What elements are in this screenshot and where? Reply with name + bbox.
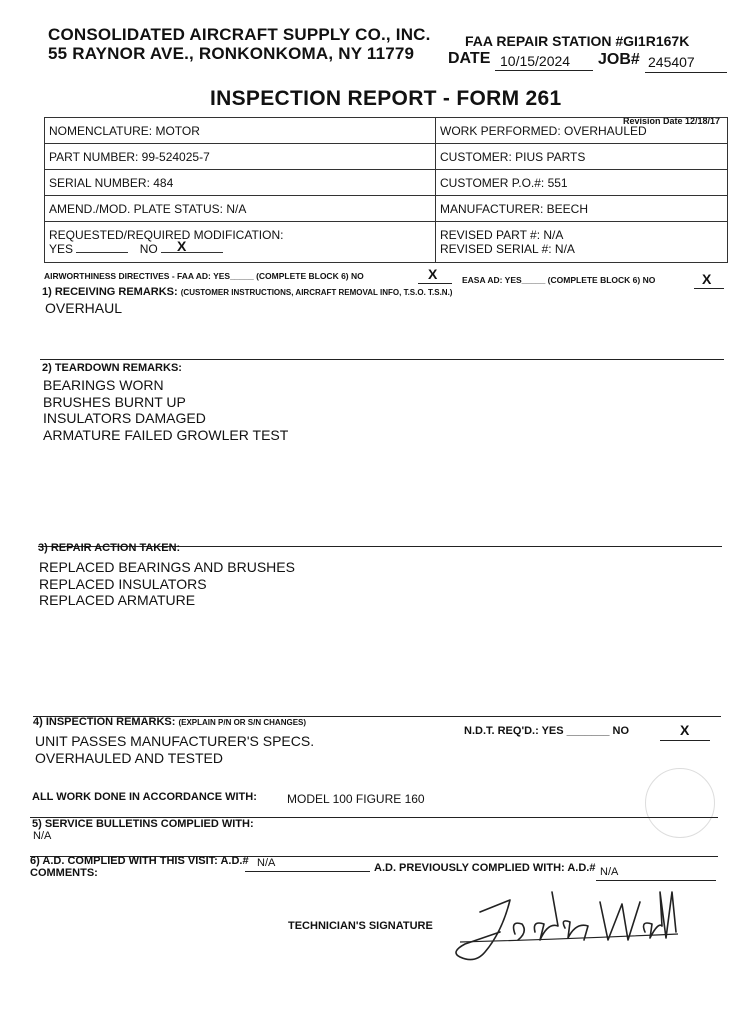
service-bulletins-title: 5) SERVICE BULLETINS COMPLIED WITH:: [32, 818, 254, 830]
repair-line: REPLACED BEARINGS AND BRUSHES: [39, 559, 295, 575]
inspection-line: UNIT PASSES MANUFACTURER'S SPECS.: [35, 733, 315, 749]
accordance-value: MODEL 100 FIGURE 160: [287, 792, 425, 806]
revised-part-field: REVISED PART #: N/A: [440, 228, 564, 242]
ad-previous-value: N/A: [600, 866, 619, 878]
customer-po-field: CUSTOMER P.O.#: 551: [436, 170, 728, 196]
job-value: 245407: [648, 54, 695, 70]
comments-label: COMMENTS:: [30, 867, 98, 879]
date-label: DATE: [448, 50, 491, 67]
inspection-subtitle: (EXPLAIN P/N OR S/N CHANGES): [178, 718, 307, 727]
teardown-line: INSULATORS DAMAGED: [43, 410, 206, 426]
date-value: 10/15/2024: [500, 53, 571, 69]
part-number-field: PART NUMBER: 99-524025-7: [45, 144, 436, 170]
page-title: INSPECTION REPORT - FORM 261: [210, 87, 562, 110]
teardown-remarks: [43, 377, 288, 443]
easa-ad-line: EASA AD: YES_____ (COMPLETE BLOCK 6) NO: [462, 275, 656, 285]
nomenclature-field: NOMENCLATURE: MOTOR: [45, 118, 436, 144]
teardown-line: BRUSHES BURNT UP: [43, 393, 186, 410]
amend-status-field: AMEND./MOD. PLATE STATUS: N/A: [45, 196, 436, 222]
repair-action-taken: [39, 559, 295, 609]
inspection-remarks-heading: [33, 716, 306, 728]
accordance-label: ALL WORK DONE IN ACCORDANCE WITH:: [32, 791, 257, 803]
company-name: CONSOLIDATED AIRCRAFT SUPPLY CO., INC.: [48, 25, 431, 44]
teardown-line: BEARINGS WORN: [43, 377, 164, 393]
faded-stamp: [645, 768, 715, 838]
repair-line: REPLACED ARMATURE: [39, 592, 196, 608]
customer-field: CUSTOMER: PIUS PARTS: [436, 144, 728, 170]
inspection-title: 4) INSPECTION REMARKS:: [33, 716, 176, 728]
receiving-line: OVERHAUL: [45, 300, 123, 316]
faa-ad-line: AIRWORTHINESS DIRECTIVES - FAA AD: YES_____ (COMPLETE BLOCK 6) NO: [44, 271, 364, 281]
easa-ad-no-mark: X: [702, 271, 712, 287]
requested-mod-label: REQUESTED/REQUIRED MODIFICATION:: [49, 228, 284, 242]
requested-mod-answer: [49, 238, 431, 256]
ad-visit-value: N/A: [257, 857, 276, 869]
repair-station-label: FAA REPAIR STATION #GI1R167K: [465, 33, 690, 49]
manufacturer-field: MANUFACTURER: BEECH: [436, 196, 728, 222]
technician-signature: [440, 882, 680, 972]
revised-field: [436, 222, 728, 263]
inspection-remarks: [35, 733, 314, 766]
ad-previous-label: A.D. PREVIOUSLY COMPLIED WITH: A.D.#: [374, 862, 596, 874]
repair-action-title: 3) REPAIR ACTION TAKEN:: [38, 542, 181, 554]
receiving-subtitle: (CUSTOMER INSTRUCTIONS, AIRCRAFT REMOVAL INFO, T.S.O. T.S.N.): [180, 288, 453, 297]
receiving-title: 1) RECEIVING REMARKS:: [42, 286, 178, 298]
ndt-no-mark: X: [680, 722, 690, 738]
service-bulletins-value: N/A: [33, 830, 52, 842]
ad-visit-label: 6) A.D. COMPLIED WITH THIS VISIT: A.D.#: [30, 855, 249, 867]
technician-signature-label: TECHNICIAN'S SIGNATURE: [288, 920, 433, 932]
company-address: 55 RAYNOR AVE., RONKONKOMA, NY 11779: [48, 44, 415, 63]
receiving-remarks: [45, 300, 122, 317]
faa-ad-no-mark: X: [428, 266, 438, 282]
repair-line: REPLACED INSULATORS: [39, 575, 207, 592]
mod-yes-label: YES: [49, 242, 74, 256]
mod-no-label: NO: [139, 242, 158, 256]
work-performed-field: WORK PERFORMED: OVERHAULED: [436, 118, 728, 144]
ndt-required-label: N.D.T. REQ'D.: YES _______ NO: [464, 725, 630, 737]
inspection-line: OVERHAULED AND TESTED: [35, 749, 224, 766]
revised-serial-field: REVISED SERIAL #: N/A: [440, 242, 575, 256]
job-label: JOB#: [598, 51, 640, 68]
info-grid: [44, 117, 728, 263]
teardown-line: ARMATURE FAILED GROWLER TEST: [43, 426, 289, 443]
mod-no-mark: X: [177, 238, 187, 254]
teardown-remarks-title: 2) TEARDOWN REMARKS:: [42, 362, 182, 374]
receiving-remarks-heading: [42, 286, 452, 298]
requested-mod-field: [45, 222, 436, 263]
revision-date: Revision Date 12/18/17: [623, 116, 721, 126]
serial-number-field: SERIAL NUMBER: 484: [45, 170, 436, 196]
signature-image: [440, 882, 680, 972]
